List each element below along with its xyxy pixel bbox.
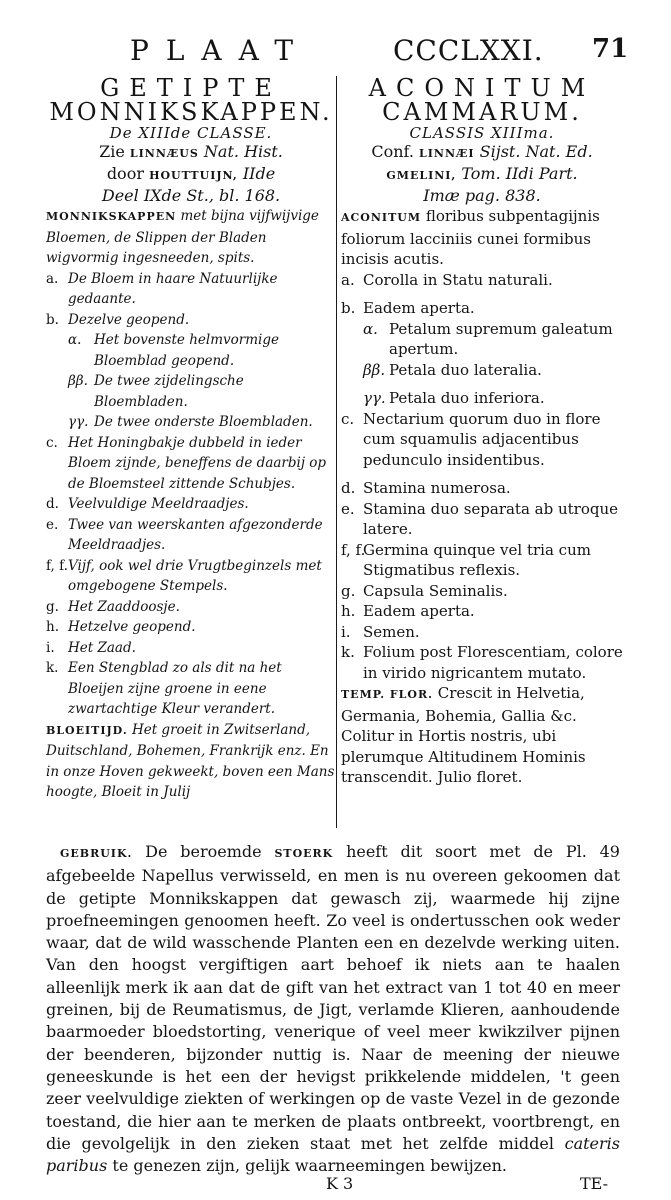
dutch-description: MONNIKSKAPPEN met bijna vijfwijvige Bloemen, de Slippen der Bladen wigvormig ingesneeden, spits. [46, 208, 319, 266]
dutch-item-k: k. Een Stengblad zo als dit na het Bloeijen zijne groene in eene zwartachtige Kleur verandert. [46, 660, 282, 717]
dutch-item-i: i. Het Zaad. [46, 639, 136, 656]
latin-class: CLASSIS XIIIma. [409, 124, 555, 142]
usage-author-name: STOERK [274, 847, 334, 860]
dutch-item-f: f, f. Vijf, ook wel drie Vrugtbeginzels met omgebogene Stempels. [46, 557, 322, 594]
latin-flowering-time: TEMP. FLOR. Crescit in Helvetia, Germania, Bohemia, Gallia &c. Colitur in Hortis nostris, ubi plerumque Altitudinem Hominis transcendit. Julio floret. [341, 684, 586, 786]
latin-column [341, 76, 623, 788]
usage-heading: GEBRUIK. [60, 847, 133, 860]
dutch-item-beta: ββ. De twee zijdelingsche Bloembladen. [68, 373, 244, 410]
latin-item-g: g. Capsula Seminalis. [341, 581, 508, 600]
dutch-title-line-2: MONNIKSKAPPEN. [49, 98, 333, 126]
plate-word: PLAAT [130, 34, 311, 67]
latin-item-beta: ββ. Petala duo lateralia. [363, 360, 542, 379]
dutch-item-gamma: γγ. De twee onderste Bloembladen. [68, 414, 313, 430]
dutch-reference-1: Zie LINNÆUS Nat. Hist. [99, 142, 283, 161]
latin-item-d: d. Stamina numerosa. [341, 479, 511, 497]
latin-item-e: e. Stamina duo separata ab utroque latere. [341, 499, 619, 538]
latin-item-k: k. Folium post Florescentiam, colore in virido nigricantem mutato. [341, 643, 623, 682]
plate-number: CCCLXXI. [393, 34, 544, 67]
signature-mark: K 3 [326, 1174, 354, 1193]
latin-item-alpha: α. Petalum supremum galeatum apertum. [363, 319, 613, 358]
dutch-column [46, 76, 336, 803]
latin-reference-2: GMELINI, Tom. IIdi Part. [386, 164, 578, 183]
page-number: 71 [592, 34, 629, 64]
running-header [0, 34, 671, 74]
latin-item-a: a. Corolla in Statu naturali. [341, 270, 553, 289]
dutch-item-g: g. Het Zaaddoosje. [46, 598, 180, 615]
latin-reference-1: Conf. LINNÆI Sijst. Nat. Ed. [371, 142, 593, 161]
catchword: TE- [580, 1174, 609, 1193]
dutch-item-a: a. De Bloem in haare Natuurlijke gedaante. [46, 270, 278, 307]
dutch-class: De XIIIde CLASSE. [109, 124, 273, 142]
dutch-item-c: c. Het Honingbakje dubbeld in ieder Bloem zijnde, beneffens de daarbij op de Bloemsteel zittende Schubjes. [46, 434, 327, 492]
latin-item-b: b. Eadem aperta. [341, 299, 475, 317]
dutch-reference-2: door HOUTTUIJN, IIde [106, 164, 276, 183]
latin-item-gamma: γγ. Petala duo inferiora. [363, 389, 545, 407]
dutch-reference-3: Deel IXde St., bl. 168. [101, 186, 281, 205]
dutch-item-d: d. Veelvuldige Meeldraadjes. [46, 496, 249, 512]
dutch-title-line-1: GETIPTE [100, 74, 282, 102]
column-divider [336, 76, 337, 828]
latin-item-h: h. Eadem aperta. [341, 602, 475, 620]
dutch-flowering-time: BLOEITIJD. Het groeit in Zwitserland, Duitschland, Bohemen, Frankrijk enz. En in onze Hoven gekweekt, boven een Mans hoogte, Bloeit in Julij [46, 721, 335, 800]
latin-item-c: c. Nectarium quorum duo in flore cum squamulis adjacentibus pedunculo insidentibus. [341, 409, 601, 469]
page-bottom-line [0, 1174, 671, 1198]
latin-title-line-2: CAMMARUM. [382, 98, 582, 126]
latin-title-line-1: ACONITUM [368, 74, 596, 102]
latin-item-i: i. Semen. [341, 622, 420, 641]
dutch-item-b: b. Dezelve geopend. [46, 311, 190, 328]
latin-item-f: f, f. Germina quinque vel tria cum Stigmatibus reflexis. [341, 540, 591, 579]
latin-description: ACONITUM floribus subpentagijnis foliorum lacciniis cunei formibus incisis acutis. [341, 207, 600, 268]
dutch-item-h: h. Hetzelve geopend. [46, 619, 196, 635]
usage-paragraph: GEBRUIK. De beroemde STOERK heeft dit soort met de Pl. 49 afgebeelde Napellus verwisseld, en men is nu overeen gekoomen dat de getipte Monnikskappen dat gewasch zij, waarmede hij zijne proefneemingen genoomen heeft. Zo veel is ondertusschen ook weder waar, dat de wild wasschende Planten een en dezelvde werking uiten. Van den hoogst vergiftigen aart behoef ik niets aan te haalen alleenlijk merk ik aan dat de gift van het extract van 1 tot 40 en meer greinen, bij de Reumatismus, de Jigt, verlamde Klieren, aanhoudende baarmoeder bloedstorting, venerique of veel meer kwikzilver pijnen der beenderen, bijzonder nuttig is. Naar de meening der nieuwe geneeskunde is het een der hevigst prikkelende middelen, 't geen zeer veelvuldige ziekten of werkingen op de vaste Vezel in de gezonde toestand, die hier aan te merken de plaats ontbreekt, voortbrengt, en die gevolgelijk in den zieken staat met het zelfde middel cateris paribus te genezen zijn, gelijk waarneemingen bewijzen. [46, 842, 620, 1176]
latin-reference-3: Imæ pag. 838. [423, 186, 541, 205]
dutch-item-e: e. Twee van weerskanten afgezonderde Meeldraadjes. [46, 516, 323, 553]
dutch-item-alpha: α. Het bovenste helmvormige Bloemblad geopend. [68, 332, 279, 369]
